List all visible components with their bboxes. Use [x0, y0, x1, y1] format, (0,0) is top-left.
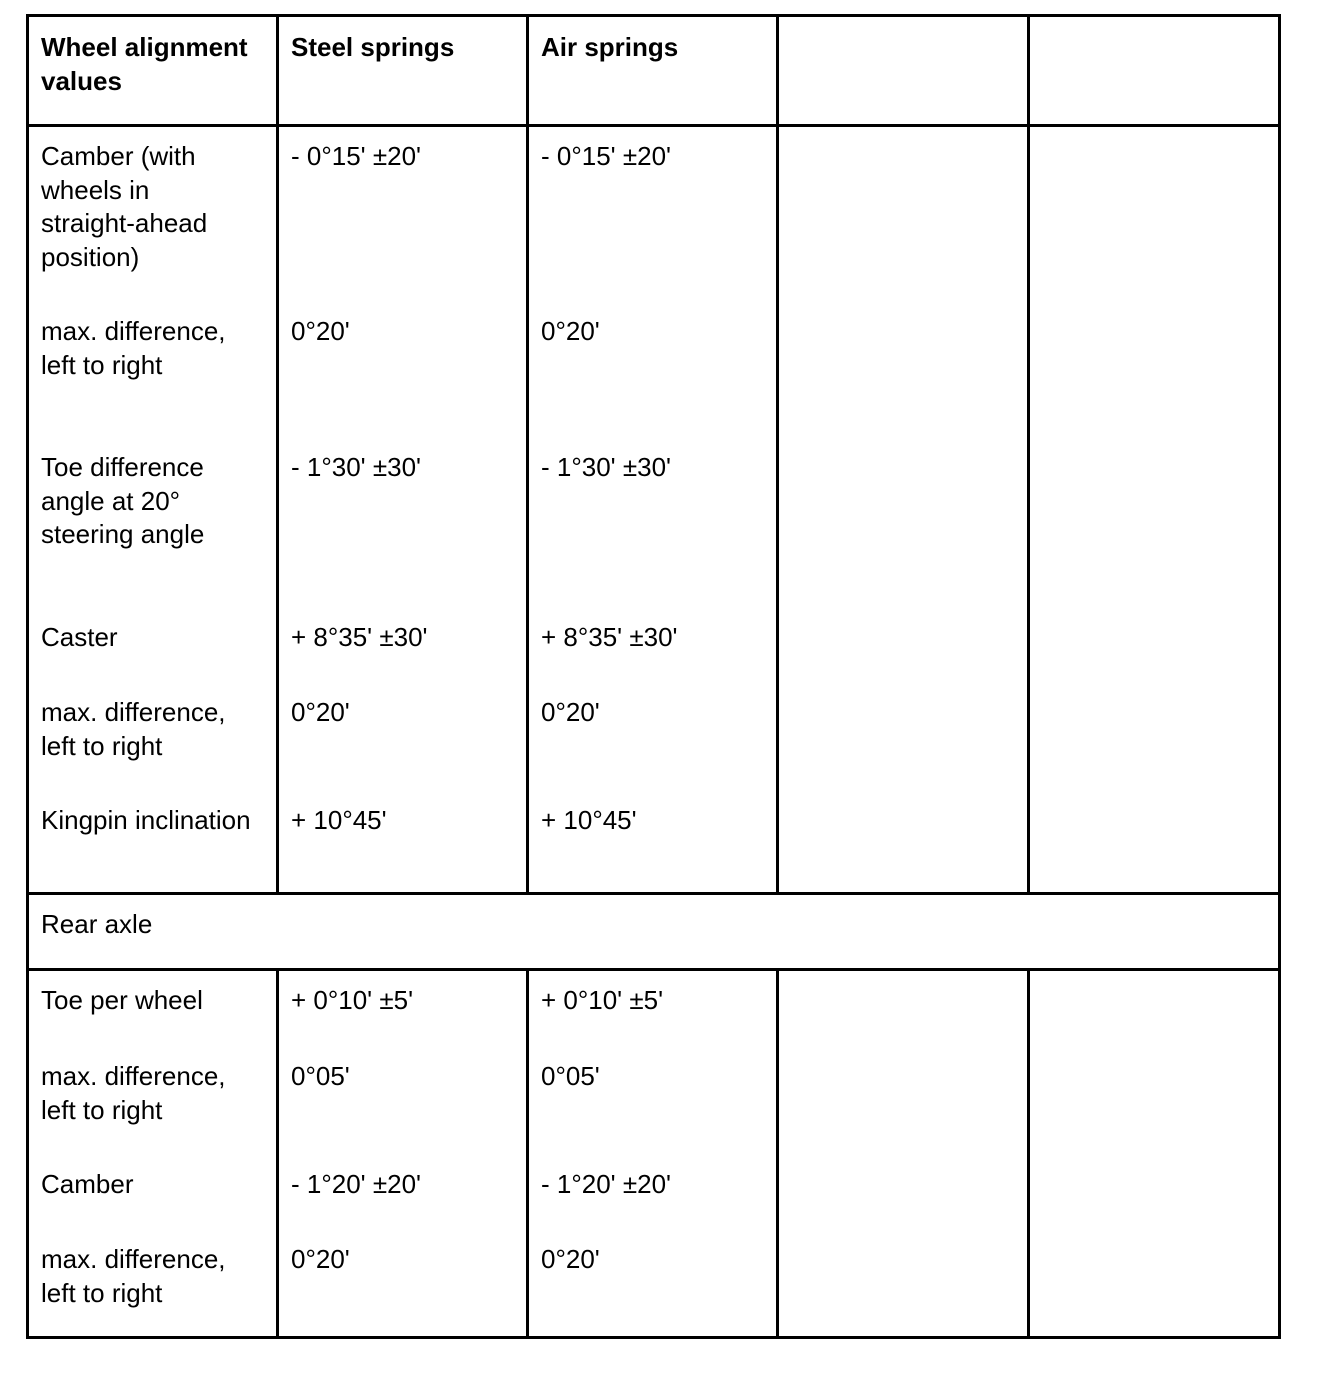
header-cell: Steel springs — [291, 32, 455, 62]
steel-value: + 0°10' ±5' — [291, 985, 414, 1015]
air-value: 0°20' — [541, 1244, 600, 1274]
air-value: 0°20' — [541, 697, 600, 727]
row-label: Toe per wheel — [41, 985, 203, 1015]
row-label: max. difference, left to right — [41, 1244, 226, 1308]
air-value: - 1°30' ±30' — [541, 452, 671, 482]
section-divider-bottom — [26, 968, 1281, 971]
column-divider — [776, 968, 779, 1339]
table-border-bottom — [26, 1336, 1281, 1339]
row-label: max. difference, left to right — [41, 1061, 226, 1125]
row-label: max. difference, left to right — [41, 316, 226, 380]
column-divider — [276, 968, 279, 1339]
header-cell: Wheel alignment values — [41, 32, 248, 96]
column-divider — [526, 968, 529, 1339]
steel-value: + 8°35' ±30' — [291, 622, 428, 652]
section-label: Rear axle — [41, 909, 153, 939]
column-divider — [526, 14, 529, 895]
column-divider — [276, 14, 279, 895]
row-label: Camber — [41, 1169, 134, 1199]
section-divider-top — [26, 892, 1281, 895]
row-label: Caster — [41, 622, 118, 652]
row-label: Kingpin inclination — [41, 805, 251, 835]
air-value: + 10°45' — [541, 805, 637, 835]
steel-value: - 1°20' ±20' — [291, 1169, 421, 1199]
steel-value: 0°20' — [291, 697, 350, 727]
column-divider — [1027, 14, 1030, 895]
header-cell: Air springs — [541, 32, 679, 62]
steel-value: 0°20' — [291, 1244, 350, 1274]
steel-value: 0°20' — [291, 316, 350, 346]
column-divider — [1027, 968, 1030, 1339]
table-border-right — [1278, 14, 1281, 1339]
column-divider — [776, 14, 779, 895]
air-value: + 0°10' ±5' — [541, 985, 664, 1015]
row-label: max. difference, left to right — [41, 697, 226, 761]
air-value: 0°05' — [541, 1061, 600, 1091]
air-value: - 0°15' ±20' — [541, 141, 671, 171]
air-value: + 8°35' ±30' — [541, 622, 678, 652]
air-value: - 1°20' ±20' — [541, 1169, 671, 1199]
steel-value: - 0°15' ±20' — [291, 141, 421, 171]
steel-value: 0°05' — [291, 1061, 350, 1091]
table-border-left — [26, 14, 29, 1339]
row-label: Toe difference angle at 20° steering angle — [41, 452, 205, 549]
air-value: 0°20' — [541, 316, 600, 346]
steel-value: + 10°45' — [291, 805, 387, 835]
table-border-top — [26, 14, 1281, 17]
steel-value: - 1°30' ±30' — [291, 452, 421, 482]
row-label: Camber (with wheels in straight-ahead position) — [41, 141, 208, 272]
header-divider — [26, 124, 1281, 127]
